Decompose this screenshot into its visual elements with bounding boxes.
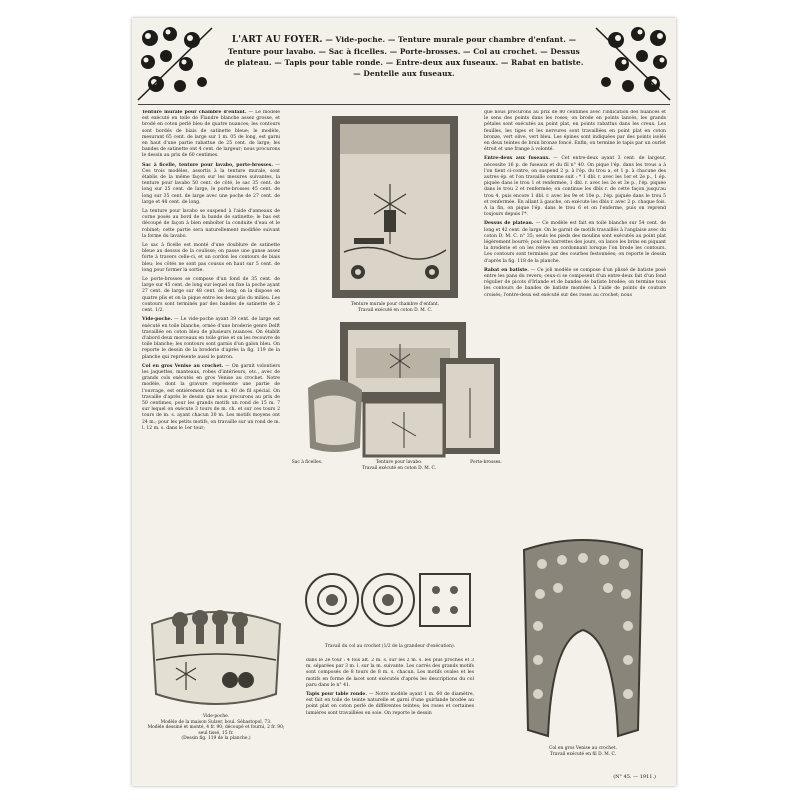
article-paragraph: Le porte-brosses se compose d'un fond de 35 cent. de large sur 45 cent. de long sur lequel on fixe la poche ayant 27 cent. de large sur 48 cent. de long; on la dispose en quatre plis et on la pique entre les deux plis du milieu. Les contours sont terminés par des bandes de satinette de 2 cent. 1/2. bbox=[142, 277, 280, 314]
article-paragraph: Rabat en batiste. — Ce joli modèle se compose d'un plissé de batiste posé entre les pans du revers; ceux-ci se composent d'un entre-deux fait d'un fond régulier de picots d'Irlande et de bandes de batiste brodée; on termine tous les contours de bandes de batiste montées à l'aide de points de couture croisés; l'entre-deux est exécuté sur des roses au crochet; nous bbox=[484, 267, 666, 298]
center-text-column bbox=[306, 658, 474, 778]
article-paragraph: Tapis pour table ronde. — Notre modèle ayant 1 m. 60 de diamètre, est fait en toile de teinte naturelle et garni d'une guirlande brodée au point plat en coton perlé de différentes teintes; les roses et certaines lumières sont travaillées en soie. On reporte le dessin bbox=[306, 692, 474, 716]
vide-poche-caption: Vide-poche. Modèle de la maison Sulzer, boul. Sébastopol, 73. Modèle dessiné et monté, 4 fr. 90; découpé et fourni, 2 fr. 90; seul tissé, 15 fr. (Dessin fig. 119 de la planche.) bbox=[147, 714, 285, 742]
collar-caption: Col en gros Venise au crochet. Travail exécuté en fil D. M. C. bbox=[549, 746, 617, 757]
article-paragraph: Sac à ficelle, tenture pour lavabo, porte-brosses. — Ces trois modèles, assortis à la tenture murale, sont établis de la même façon sur les mesures suivantes, la tenture pour lavabo 50 cent. de côté, le sac 35 cent. de long sur 25 cent. de large, le porte-brosses 45 cent. de long sur 35 cent. de large avec une poche de 27 cent. de large et 48 cent. de long. bbox=[142, 162, 280, 205]
article-paragraph: Vide-poche. — Le vide-poche ayant 39 cent. de large est exécuté en toile blanche, ornée d'une broderie genre Delft travaillée en coton bleu de plusieurs nuances. On établit d'abord deux morceaux en toile grise et on les recouvre de toile blanche; les contours sont garnis d'un galon bleu. On reporte le dessin de la broderie d'après la fig. 119 de la planche qui représente aussi le patron. bbox=[142, 317, 280, 360]
header-line-2: Tenture pour lavabo. — Sac à ficelles. — Porte-brosses. — Col au crochet. — Dessus bbox=[228, 47, 580, 56]
article-paragraph: dans le 2e tour : 4 fois alt. 2 m. s. sur les 2 m. s. les plus proches et 3 m. séparées par 3 m. l. sur la m. suivante. Les carrés des grands motifs sont composés de 8 tours de 8 m. s. chacun. Les motifs ovales et les motifs en forme de lacet sont exécutés d'après les descriptions du col paru dans le n° 41. bbox=[306, 658, 474, 688]
magazine-section-title: L'ART AU FOYER. bbox=[231, 35, 323, 45]
crochet-collar-detail-illustration bbox=[302, 558, 478, 642]
tenture-caption: Tenture pour lavabo. Travail exécuté en coton D. M. C. bbox=[361, 460, 437, 471]
wall-hanging-caption: Tenture murale pour chambre d'enfant. Travail exécuté en coton D. M. C. bbox=[350, 302, 440, 313]
issue-number: (N° 45. — 1911.) bbox=[613, 774, 656, 780]
left-text-column bbox=[142, 110, 280, 600]
right-text-column bbox=[484, 110, 666, 528]
article-paragraph: Dessus de plateau. — Ce modèle est fait en toile blanche sur 54 cent. de long et 42 cent. de large. On le garnit de motifs travaillés à l'anglaise avec du coton D. M. C. n° 35; seuls les pieds des moulins sont exécutés au point plat légèrement bourré; pour les barrettes des jours, on lance les brins en piquant la broderie et on les relève en cordonnant lorsque l'on brode les contours. Les contours sont terminés par des courbes festonnées; on reporte le dessin d'après la fig. 118 de la planche. bbox=[484, 221, 666, 264]
article-paragraph: Tenture murale pour chambre d'enfant. — Le modèle est exécuté en toile de Flandre blanche assez grosse, et brodé en coton perlé bleu de quatre nuances; les contours sont bordés de biais de satinette bleue; le modèle, mesurant 65 cent. de large sur 1 m. 05 de long, est garni en haut d'une partie rabattue de 25 cent. de large; les bandes de satinette ont 4 cent. de largeur; nous procurons le dessin au prix de 60 centimes. bbox=[142, 110, 280, 159]
article-paragraph: Col en gros Venise au crochet. — On garnit volontiers les jaquettes, manteaux, robes d'intérieurs, etc., avec de grands cols exécutés en gros Venise au crochet. Notre modèle, dont la gravure représente une partie de l'ouvrage, est entièrement fait en n. 40 de fil spécial. On travaille d'après le dessin que nous procurons au prix de 50 centimes, pour les grands motifs un rond de 15 m. 7 sur lequel on exécute 3 tours de m. ch. et sur ces tours 2 tours de m. s. ayant chacun 30 m. Les motifs moyens ont 24 m.; pour les petits motifs, on travaille sur un rond de m. l. 12 m. s. dans le 1er tour; bbox=[142, 363, 280, 431]
lavabo-set-illustration bbox=[300, 318, 506, 458]
header-line-3: de plateau. — Tapis pour table ronde. — Entre-deux aux fuseaux. — Rabat en batiste. bbox=[224, 58, 584, 67]
header-divider bbox=[138, 104, 670, 105]
sac-caption: Sac à ficelles. bbox=[291, 460, 323, 465]
crochet-detail-caption: Travail du col au crochet (1/2 de la grandeur d'exécution). bbox=[324, 644, 456, 649]
wall-hanging-illustration bbox=[330, 114, 460, 300]
porte-brosses-caption: Porte-brosses. bbox=[470, 460, 502, 465]
header-line-1: — Vide-poche. — Tenture murale pour chambre d'enfant. — bbox=[325, 35, 577, 44]
article-paragraph: Entre-deux aux fuseaux. — Cet entre-deux ayant 3 cent. de largeur, nécessite 16 p. de fuseaux et du fil n° 40. On pique l'ép. dans les trous a à l'on tient ci-contre, on suspend 2 p. à l'ép. du trou a, et 1 p. à chacune des autres ép. et l'on travaille comme suit : * 1 dbl. r. avec les 1er et 2e p., 1 ép. piquée dans le trou 1 et renfermée, 1 dbl. r. avec les 2e et 3e p., l'ép. piquée dans le trou 2 et renfermée; on continue les dbls r. de cette façon jusqu'au trou 4, puis encore 1 dbl. r. avec les 9e et 10e p., l'ép. piquée dans le trou 5 et renfermée. En allant à gauche, on exécute les dbls r. avec 2 p. chaque fois. A la fin, on pique l'ép. dans le trou 6 et on l'enferme, puis on reprend toujours depuis l'*. bbox=[484, 156, 666, 218]
orange-branch-ornament-right bbox=[594, 24, 672, 102]
venetian-crochet-collar-illustration bbox=[518, 530, 648, 742]
vide-poche-illustration bbox=[146, 604, 286, 712]
page-header bbox=[136, 24, 672, 102]
article-paragraph: Le sac à ficelle est monté d'une doublure de satinette bleue au dessus de la coulisse; on passe une ganse assez forte à travers celle-ci, et un cordon les contours de biais bleu; les côtés ne sont pas cousus en haut sur 5 cent. de long pour former la sortie. bbox=[142, 243, 280, 273]
article-paragraph: que nous procurons au prix de 80 centimes avec l'indication des nuances et le sens des points dans les roses; on brode en points lancés, les grands pétales sont exécutés au point plat, en points rabattus dans les creux. Les feuilles, les tiges et les nervures sont travaillées en point plat en coton bronze, vert olive, vert bleu. Les épines sont indiquées par des points isolés en deux teintes de brun bronze foncé. Enfin, on termine le tapis par un ourlet étroit et une frange à volonté. bbox=[484, 110, 666, 153]
article-paragraph: La tenture pour lavabo se suspend à l'aide d'anneaux de corne posés au bord de la bande de satinette; le bas est découpé de façon à bien emboîter la conduite d'eau et le robinet; cette partie sera naturellement modifiée suivant la forme du lavabo. bbox=[142, 209, 280, 239]
magazine-page bbox=[132, 18, 676, 786]
header-line-4: — Dentelle aux fuseaux. bbox=[353, 69, 455, 78]
orange-branch-ornament-left bbox=[136, 24, 214, 102]
header-title-block bbox=[222, 34, 586, 79]
